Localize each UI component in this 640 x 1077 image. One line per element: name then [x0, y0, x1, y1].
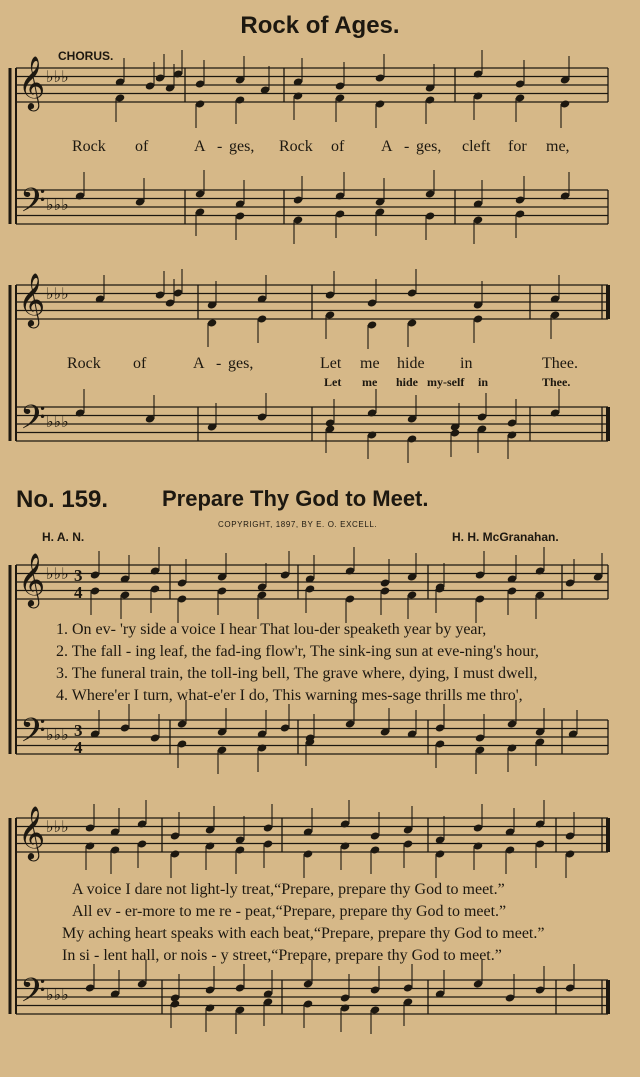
- lyric-syllable: Rock: [72, 138, 106, 155]
- lyric-syllable: Rock: [279, 138, 313, 155]
- lyric-syllable: A: [194, 138, 206, 155]
- lyric-syllable: cleft: [462, 138, 491, 155]
- svg-text:♭♭♭: ♭♭♭: [46, 67, 69, 86]
- lyric-syllable: my-self: [427, 375, 465, 389]
- verse-4-part-2: In si - lent hall, or nois - y street,“Prepare, prepare thy God to meet.”: [62, 947, 502, 964]
- verse-3-part-1: 3. The funeral train, the toll-ing bell, The grave where, dying, I must dwell,: [56, 665, 538, 682]
- lyric-syllable: Rock: [67, 355, 101, 372]
- verse-4-part-1: 4. Where'er I turn, what-e'er I do, This warning mes-sage thrills me thro',: [56, 687, 523, 704]
- lyric-syllable: Let: [320, 355, 342, 372]
- lyric-syllable: -: [216, 355, 222, 372]
- svg-text:𝄞: 𝄞: [18, 552, 46, 606]
- lyric-syllable: A: [193, 355, 205, 372]
- svg-text:𝄢: 𝄢: [20, 972, 46, 1018]
- lyric-syllable: -: [217, 138, 223, 155]
- hymn-title: Rock of Ages.: [240, 12, 400, 39]
- svg-text:4: 4: [74, 738, 83, 757]
- svg-text:𝄢: 𝄢: [20, 712, 46, 758]
- lyric-syllable: -: [404, 138, 410, 155]
- lyric-syllable: Thee.: [542, 375, 571, 389]
- svg-text:𝄞: 𝄞: [18, 55, 46, 109]
- copyright-notice: COPYRIGHT, 1897, BY E. O. EXCELL.: [218, 520, 378, 529]
- svg-text:𝄞: 𝄞: [18, 805, 46, 859]
- lyric-syllable: ges,: [228, 355, 254, 372]
- svg-text:𝄢: 𝄢: [20, 182, 46, 228]
- lyric-syllable: me: [362, 375, 378, 389]
- lyric-syllable: Thee.: [542, 355, 578, 372]
- verse-2-part-2: All ev - er-more to me re - peat,“Prepare, prepare thy God to meet.”: [72, 903, 507, 920]
- svg-text:♭♭♭: ♭♭♭: [46, 817, 69, 836]
- lyric-syllable: hide: [396, 375, 419, 389]
- svg-text:3: 3: [74, 721, 83, 740]
- hymn-number: No. 159.: [16, 486, 109, 513]
- svg-text:♭♭♭: ♭♭♭: [46, 985, 69, 1004]
- svg-text:3: 3: [74, 566, 83, 585]
- lyric-syllable: me: [360, 355, 380, 372]
- svg-text:4: 4: [74, 583, 83, 602]
- lyric-syllable: of: [331, 138, 345, 155]
- lyric-syllable: of: [133, 355, 147, 372]
- lyric-syllable: ges,: [416, 138, 442, 155]
- composer-credit: H. H. McGranahan.: [452, 530, 559, 544]
- svg-text:♭♭♭: ♭♭♭: [46, 725, 69, 744]
- svg-text:♭♭♭: ♭♭♭: [46, 284, 69, 303]
- lyric-syllable: in: [478, 375, 489, 389]
- verse-3-part-2: My aching heart speaks with each beat,“Prepare, prepare thy God to meet.”: [62, 925, 545, 942]
- svg-text:♭♭♭: ♭♭♭: [46, 195, 69, 214]
- chorus-label: CHORUS.: [58, 49, 114, 63]
- hymn-title-2: Prepare Thy God to Meet.: [162, 486, 429, 511]
- lyric-syllable: hide: [397, 355, 425, 372]
- svg-text:𝄢: 𝄢: [20, 399, 46, 445]
- svg-text:𝄞: 𝄞: [18, 272, 46, 326]
- lyric-syllable: me,: [546, 138, 570, 155]
- lyric-syllable: for: [508, 138, 527, 155]
- svg-text:♭♭♭: ♭♭♭: [46, 564, 69, 583]
- svg-text:♭♭♭: ♭♭♭: [46, 412, 69, 431]
- lyric-syllable: ges,: [229, 138, 255, 155]
- lyric-syllable: Let: [324, 375, 342, 389]
- lyric-syllable: in: [460, 355, 473, 372]
- author-credit: H. A. N.: [42, 530, 85, 544]
- lyric-syllable: of: [135, 138, 149, 155]
- verse-1-part-2: A voice I dare not light-ly treat,“Prepare, prepare thy God to meet.”: [72, 881, 505, 898]
- lyric-syllable: A: [381, 138, 393, 155]
- verse-2-part-1: 2. The fall - ing leaf, the fad-ing flow'r, The sink-ing sun at eve-ning's hour,: [56, 643, 539, 660]
- verse-1-part-1: 1. On ev- 'ry side a voice I hear That lou-der speaketh year by year,: [56, 621, 487, 638]
